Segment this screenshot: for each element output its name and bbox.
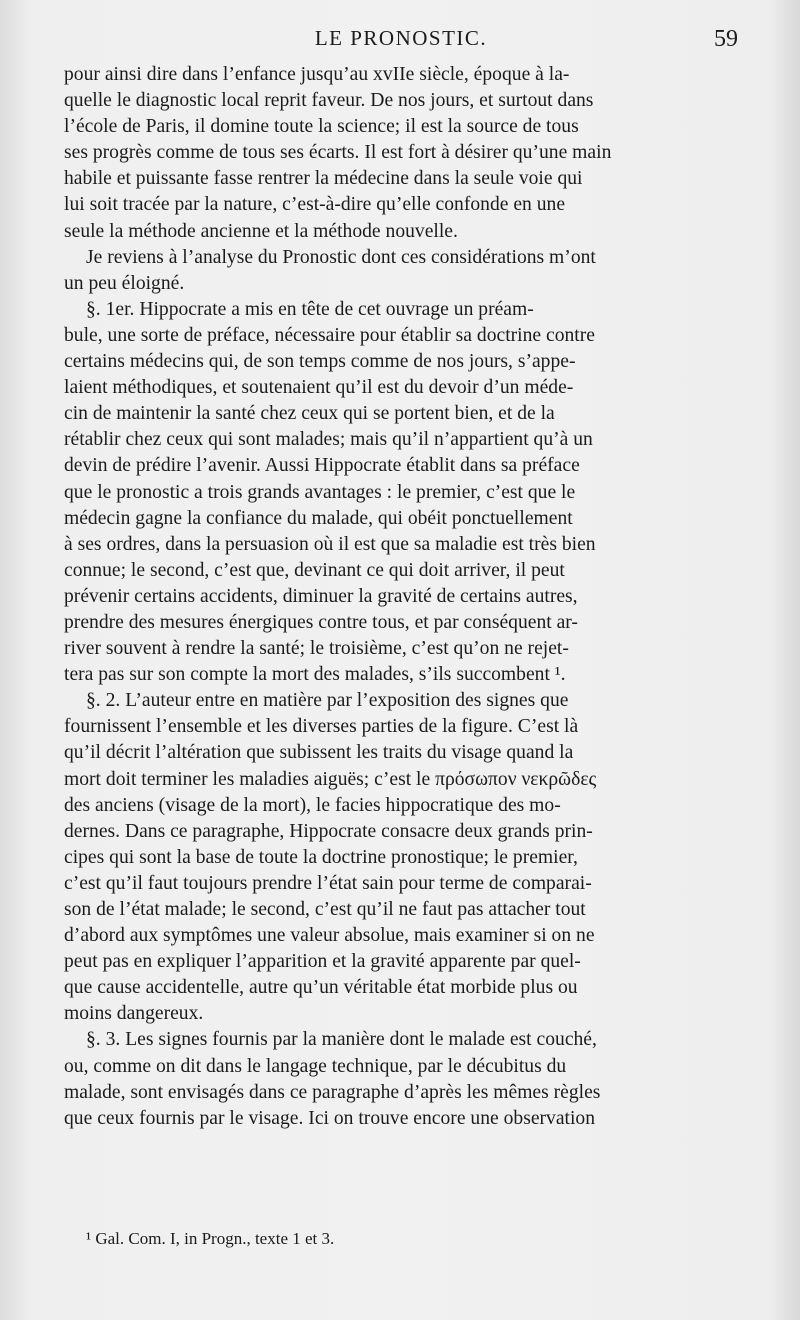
text-line: laient méthodiques, et soutenaient qu’il est du devoir d’un méde- (64, 377, 574, 399)
text-line: certains médecins qui, de son temps comme de nos jours, s’appe- (64, 351, 576, 373)
text-line: un peu éloigné. (64, 272, 185, 294)
text-line: dernes. Dans ce paragraphe, Hippocrate consacre deux grands prin- (64, 820, 593, 842)
text-line: devin de prédire l’avenir. Aussi Hippocrate établit dans sa préface (64, 455, 580, 477)
text-line: rétablir chez ceux qui sont malades; mais qu’il n’appartient qu’à un (64, 429, 593, 451)
text-line: moins dangereux. (64, 1003, 204, 1025)
text-line: son de l’état malade; le second, c’est qu’il ne faut pas attacher tout (64, 899, 586, 920)
text-line: ou, comme on dit dans le langage technique, par le décubitus du (64, 1055, 567, 1077)
text-line: des anciens (visage de la mort), le facies hippocratique des mo- (64, 794, 561, 816)
text-line: habile et puissante fasse rentrer la médecine dans la seule voie qui (64, 168, 583, 190)
text-line: que cause accidentelle, autre qu’un véritable état morbide plus ou (64, 977, 578, 999)
text-line: prévenir certains accidents, diminuer la gravité de certains autres, (64, 585, 578, 607)
text-line: quelle le diagnostic local reprit faveur. De nos jours, et surtout dans (64, 90, 594, 112)
footnote: ¹ Gal. Com. I, in Progn., texte 1 et 3. (86, 1229, 335, 1248)
text-line: que ceux fournis par le visage. Ici on trouve encore une observation (64, 1107, 596, 1129)
text-line: que le pronostic a trois grands avantages : le premier, c’est que le (64, 481, 576, 503)
text-line: cin de maintenir la santé chez ceux qui se portent bien, et de la (64, 403, 555, 425)
text-line: c’est qu’il faut toujours prendre l’état sain pour terme de comparai- (64, 872, 592, 894)
text-line: §. 3. Les signes fournis par la manière dont le malade est couché, (86, 1029, 597, 1051)
text-line: connue; le second, c’est que, devinant ce qui doit arriver, il peut (64, 559, 565, 581)
text-line: peut pas en expliquer l’apparition et la gravité apparente par quel- (64, 951, 581, 973)
text-line: §. 1er. Hippocrate a mis en tête de cet ouvrage un préam- (86, 298, 534, 320)
text-line: seule la méthode ancienne et la méthode nouvelle. (64, 220, 458, 242)
page-header (64, 26, 738, 60)
text-line: qu’il décrit l’altération que subissent les traits du visage quand la (64, 742, 574, 764)
text-line: à ses ordres, dans la persuasion où il est que sa maladie est très bien (64, 533, 596, 555)
text-line: l’école de Paris, il domine toute la science; il est la source de tous (64, 116, 579, 138)
text-line: cipes qui sont la base de toute la doctrine pronostique; le premier, (64, 846, 578, 868)
text-line: Je reviens à l’analyse du Pronostic dont ces considérations m’ont (86, 246, 596, 268)
page-number: 59 (714, 26, 738, 52)
text-line: lui soit tracée par la nature, c’est-à-dire qu’elle confonde en une (64, 194, 566, 216)
text-line: mort doit terminer les maladies aiguës; c’est le πρόσωπον νεκρῶδες (64, 768, 597, 790)
text-line: ses progrès comme de tous ses écarts. Il est fort à désirer qu’une main (64, 142, 612, 164)
text-line: fournissent l’ensemble et les diverses parties de la figure. C’est là (64, 716, 579, 738)
text-line: d’abord aux symptômes une valeur absolue, mais examiner si on ne (64, 925, 595, 947)
text-line: bule, une sorte de préface, nécessaire pour établir sa doctrine contre (64, 324, 595, 346)
body-text (64, 62, 738, 1132)
text-line: prendre des mesures énergiques contre tous, et par conséquent ar- (64, 611, 578, 633)
text-line: malade, sont envisagés dans ce paragraphe d’après les mêmes règles (64, 1081, 601, 1103)
text-line: §. 2. L’auteur entre en matière par l’exposition des signes que (86, 690, 569, 712)
text-line: river souvent à rendre la santé; le troisième, c’est qu’on ne rejet- (64, 638, 569, 660)
text-line: pour ainsi dire dans l’enfance jusqu’au xvIIe siècle, époque à la- (64, 64, 570, 85)
text-line: médecin gagne la confiance du malade, qui obéit ponctuellement (64, 507, 573, 529)
text-line: tera pas sur son compte la mort des malades, s’ils succombent ¹. (64, 664, 566, 686)
running-head: LE PRONOSTIC. (314, 26, 488, 50)
